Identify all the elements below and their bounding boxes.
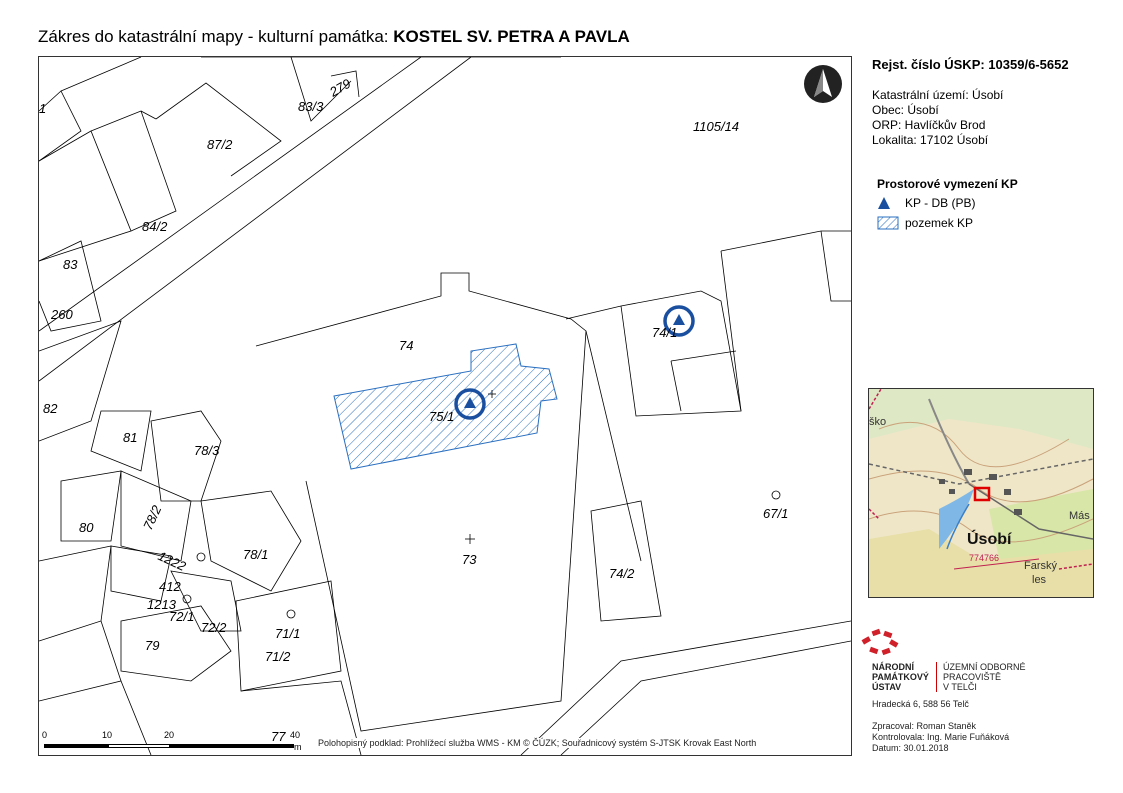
npu-logo-icon	[858, 628, 902, 663]
scale-bar	[42, 730, 302, 752]
parcel-label: 72/1	[169, 609, 195, 624]
inset-label: Más	[1069, 510, 1090, 522]
parcel-label: 1	[39, 101, 47, 116]
source-note: Polohopisný podklad: Prohlížecí služba WMS - KM © ČÚZK; Souřadnicový systém S-JTSK Krovak East North	[318, 738, 757, 748]
north-arrow-icon	[803, 64, 843, 104]
parcel-label: 74/1	[652, 325, 678, 340]
credit-line: Kontrolovala: Ing. Marie Fuňáková	[872, 732, 1010, 742]
info-line: Obec: Úsobí	[872, 103, 939, 117]
org-line: ÚZEMNÍ ODBORNÉ	[943, 662, 1026, 672]
org-line: V TELČI	[943, 682, 977, 692]
org-line: ÚSTAV	[872, 682, 902, 692]
parcel-label: 78/1	[243, 547, 269, 562]
org-line: NÁRODNÍ	[872, 662, 914, 672]
parcel-label: 412	[159, 579, 181, 594]
legend-title: Prostorové vymezení KP	[877, 177, 1018, 191]
hatch-icon	[877, 216, 899, 230]
scale-segment	[170, 744, 294, 748]
info-line: ORP: Havlíčkův Brod	[872, 118, 986, 132]
credit-line: Zpracoval: Roman Staněk	[872, 721, 977, 731]
parcel-label: 279	[327, 75, 354, 100]
parcel-label: 1213	[147, 597, 176, 612]
inset-label: Farský	[1024, 560, 1057, 572]
parcel-label: 74/2	[609, 566, 635, 581]
parcel-label: 78/2	[140, 502, 165, 533]
credit-line: Datum: 30.01.2018	[872, 743, 949, 753]
info-line: Katastrální území: Úsobí	[872, 88, 1004, 102]
scale-tick: 20	[164, 730, 175, 740]
parcel-label: 260	[51, 307, 73, 322]
parcel-label: 75/1	[429, 409, 455, 424]
map-svg	[39, 57, 851, 755]
parcel-label: 81	[123, 430, 138, 445]
org-line: PRACOVIŠTĚ	[943, 672, 1002, 682]
org-name	[872, 662, 929, 692]
triangle-icon	[877, 196, 899, 210]
parcel-label: 73	[462, 552, 477, 567]
parcel-label: 87/2	[207, 137, 233, 152]
overview-map[interactable]	[868, 388, 1094, 598]
parcel-label: 72/2	[201, 620, 227, 635]
legend-label: pozemek KP	[905, 216, 974, 230]
inset-label: les	[1032, 574, 1047, 586]
legend-label: KP - DB (PB)	[905, 196, 976, 210]
parcel-label: 80	[79, 520, 94, 535]
inset-label: ško	[869, 416, 887, 428]
parcel-label: 71/1	[275, 626, 301, 641]
credits	[872, 721, 1009, 754]
parcel-label: 83/3	[298, 99, 324, 114]
cadastral-map[interactable]	[38, 56, 852, 756]
parcel-label: 74	[399, 338, 414, 353]
scale-tick: 40	[290, 730, 301, 740]
parcel-label: 71/2	[265, 649, 291, 664]
scale-unit: m	[294, 742, 302, 752]
org-address: Hradecká 6, 588 56 Telč	[872, 699, 969, 709]
map-title	[38, 27, 630, 47]
inset-town-label: Úsobí	[967, 531, 1012, 548]
parcel-label: 1222	[155, 548, 189, 574]
parcel-label: 78/3	[194, 443, 220, 458]
legend-item-pozemek	[877, 216, 973, 230]
parcel-label: 84/2	[142, 219, 168, 234]
title-prefix: Zákres do katastrální mapy - kulturní památka:	[38, 27, 394, 46]
scale-tick: 10	[102, 730, 113, 740]
scale-tick: 0	[42, 730, 48, 740]
parcel-label: 82	[43, 401, 58, 416]
kp-marker-triangle	[673, 314, 685, 325]
org-divider	[936, 662, 937, 692]
parcel-label: 79	[145, 638, 160, 653]
parcel-label: 77	[271, 729, 286, 744]
parcel-label: 1105/14	[693, 119, 740, 134]
info-block	[872, 88, 1003, 148]
inset-label: 774766	[969, 553, 1000, 563]
scale-segment	[44, 744, 108, 748]
registration-number: Rejst. číslo ÚSKP: 10359/6-5652	[872, 57, 1069, 72]
legend-item-kp	[877, 196, 975, 210]
parcel-label: 67/1	[763, 506, 789, 521]
org-unit	[943, 662, 1026, 692]
org-line: PAMÁTKOVÝ	[872, 672, 929, 682]
parcel-label: 83	[63, 257, 78, 272]
info-line: Lokalita: 17102 Úsobí	[872, 133, 989, 147]
scale-segment	[108, 744, 170, 748]
title-name: KOSTEL SV. PETRA A PAVLA	[393, 27, 630, 46]
